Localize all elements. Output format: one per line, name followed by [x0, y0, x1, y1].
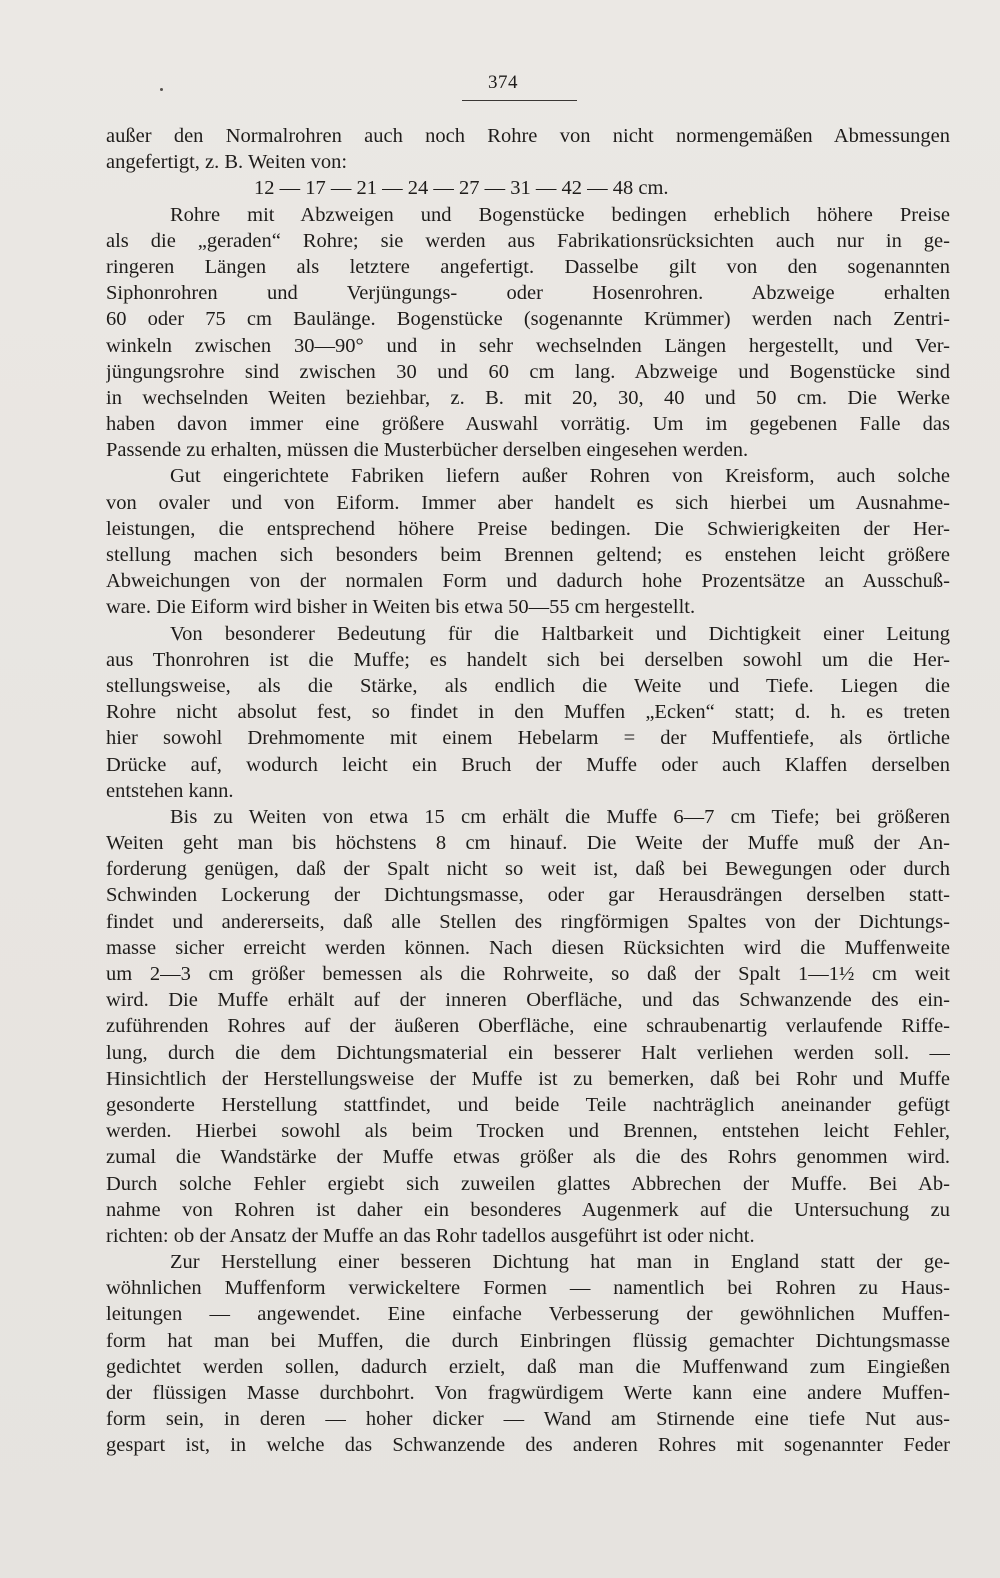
text-line: haben davon immer eine größere Auswahl vorrätig. Um im gegebenen Falle das — [106, 413, 950, 436]
text-line: angefertigt, z. B. Weiten von: — [106, 151, 348, 174]
text-line: stellungsweise, als die Stärke, als endlich die Weite und Tiefe. Liegen die — [106, 674, 950, 697]
ink-speck — [160, 88, 163, 91]
text-line: Drücke auf, wodurch leicht ein Bruch der Muffe oder auch Klaffen derselben — [106, 753, 950, 776]
header-rule — [462, 100, 577, 101]
text-line: wird. Die Muffe erhält auf der inneren Oberfläche, und das Schwanzende des ein- — [106, 989, 950, 1012]
text-line: zumal die Wandstärke der Muffe etwas größer als die des Rohrs genommen wird. — [106, 1146, 950, 1169]
text-line: nahme von Rohren ist daher ein besonderes Augenmerk auf die Untersuchung zu — [106, 1198, 950, 1221]
text-line: Rohre mit Abzweigen und Bogenstücke bedingen erheblich höhere Preise — [170, 203, 950, 226]
text-line: lung, durch die dem Dichtungsmaterial ein besserer Halt verliehen werden soll. — — [106, 1041, 950, 1064]
body-text — [106, 123, 950, 1459]
text-line: aus Thonrohren ist die Muffe; es handelt sich bei derselben sowohl um die Her- — [106, 648, 950, 671]
text-line: gedichtet werden sollen, dadurch erzielt, daß man die Muffenwand zum Eingießen — [106, 1355, 950, 1378]
text-line: 12 — 17 — 21 — 24 — 27 — 31 — 42 — 48 cm. — [254, 177, 669, 200]
text-line: Gut eingerichtete Fabriken liefern außer Rohren von Kreisform, auch solche — [170, 465, 950, 488]
text-line: Abweichungen von der normalen Form und dadurch hohe Prozentsätze an Ausschuß- — [106, 570, 950, 593]
text-line: in wechselnden Weiten beziehbar, z. B. mit 20, 30, 40 und 50 cm. Die Werke — [106, 386, 950, 409]
text-line: masse sicher erreicht werden können. Nach diesen Rücksichten wird die Muffenweite — [106, 936, 950, 959]
text-line: leitungen — angewendet. Eine einfache Verbesserung der gewöhnlichen Muffen- — [106, 1303, 950, 1326]
text-line: Weiten geht man bis höchstens 8 cm hinauf. Die Weite der Muffe muß der An- — [106, 832, 950, 855]
text-line: gesonderte Herstellung stattfindet, und beide Teile nachträglich aneinander gefügt — [106, 1093, 950, 1116]
text-line: form sein, in deren — hoher dicker — Wand am Stirnende eine tiefe Nut aus- — [106, 1408, 950, 1431]
text-line: als die „geraden“ Rohre; sie werden aus Fabrikationsrücksichten auch nur in ge- — [106, 229, 950, 252]
text-line: Bis zu Weiten von etwa 15 cm erhält die Muffe 6—7 cm Tiefe; bei größeren — [170, 805, 950, 828]
text-line: Rohre nicht absolut fest, so findet in den Muffen „Ecken“ statt; d. h. es treten — [106, 701, 950, 724]
text-line: 60 oder 75 cm Baulänge. Bogenstücke (sogenannte Krümmer) werden nach Zentri- — [106, 308, 950, 331]
text-line: zuführenden Rohres auf der äußeren Oberfläche, eine schraubenartig verlaufende Riffe- — [106, 1015, 950, 1038]
text-line: hier sowohl Drehmomente mit einem Hebelarm = der Muffentiefe, als örtliche — [106, 727, 950, 750]
text-line: entstehen kann. — [106, 779, 234, 802]
text-line: Schwinden Lockerung der Dichtungsmasse, oder gar Herausdrängen derselben statt- — [106, 884, 950, 907]
text-line: Passende zu erhalten, müssen die Musterbücher derselben eingesehen werden. — [106, 439, 749, 462]
text-line: leistungen, die entsprechend höhere Preise bedingen. Die Schwierigkeiten der Her- — [106, 517, 950, 540]
text-line: winkeln zwischen 30—90° und in sehr wechselnden Längen hergestellt, und Ver- — [106, 334, 950, 357]
text-line: Zur Herstellung einer besseren Dichtung hat man in England statt der ge- — [170, 1251, 950, 1274]
text-line: form hat man bei Muffen, die durch Einbringen flüssig gemachter Dichtungsmasse — [106, 1329, 950, 1352]
text-line: richten: ob der Ansatz der Muffe an das Rohr tadellos ausgeführt ist oder nicht. — [106, 1224, 755, 1247]
text-line: Von besonderer Bedeutung für die Haltbarkeit und Dichtigkeit einer Leitung — [170, 622, 950, 645]
text-line: um 2—3 cm größer bemessen als die Rohrweite, so daß der Spalt 1—1½ cm weit — [106, 963, 950, 985]
text-line: der flüssigen Masse durchbohrt. Von fragwürdigem Werte kann eine andere Muffen- — [106, 1382, 950, 1404]
text-line: werden. Hierbei sowohl als beim Trocken und Brennen, entstehen leicht Fehler, — [106, 1120, 950, 1143]
text-line: jüngungsrohre sind zwischen 30 und 60 cm lang. Abzweige und Bogenstücke sind — [106, 360, 950, 383]
text-line: Durch solche Fehler ergiebt sich zuweilen glattes Abbrechen der Muffe. Bei Ab- — [106, 1172, 950, 1195]
text-line: gespart ist, in welche das Schwanzende des anderen Rohres mit sogenannter Feder — [106, 1434, 950, 1457]
text-line: von ovaler und von Eiform. Immer aber handelt es sich hierbei um Ausnahme- — [106, 491, 950, 514]
text-line: findet und andererseits, daß alle Stellen des ringförmigen Spaltes von der Dichtungs- — [106, 910, 950, 933]
text-line: ware. Die Eiform wird bisher in Weiten bis etwa 50—55 cm hergestellt. — [106, 596, 696, 619]
text-line: stellung machen sich besonders beim Brennen geltend; es enstehen leicht größere — [106, 544, 950, 566]
page-number: 374 — [488, 72, 518, 93]
text-line: Hinsichtlich der Herstellungsweise der Muffe ist zu bemerken, daß bei Rohr und Muffe — [106, 1067, 950, 1090]
text-line: Siphonrohren und Verjüngungs- oder Hosenrohren. Abzweige erhalten — [106, 282, 950, 305]
text-line: außer den Normalrohren auch noch Rohre von nicht normengemäßen Abmessungen — [106, 125, 950, 147]
text-line: ringeren Längen als letztere angefertigt. Dasselbe gilt von den sogenannten — [106, 255, 950, 278]
text-line: wöhnlichen Muffenform verwickeltere Formen — namentlich bei Rohren zu Haus- — [106, 1277, 950, 1300]
text-line: forderung genügen, daß der Spalt nicht so weit ist, daß bei Bewegungen oder durch — [106, 858, 950, 881]
